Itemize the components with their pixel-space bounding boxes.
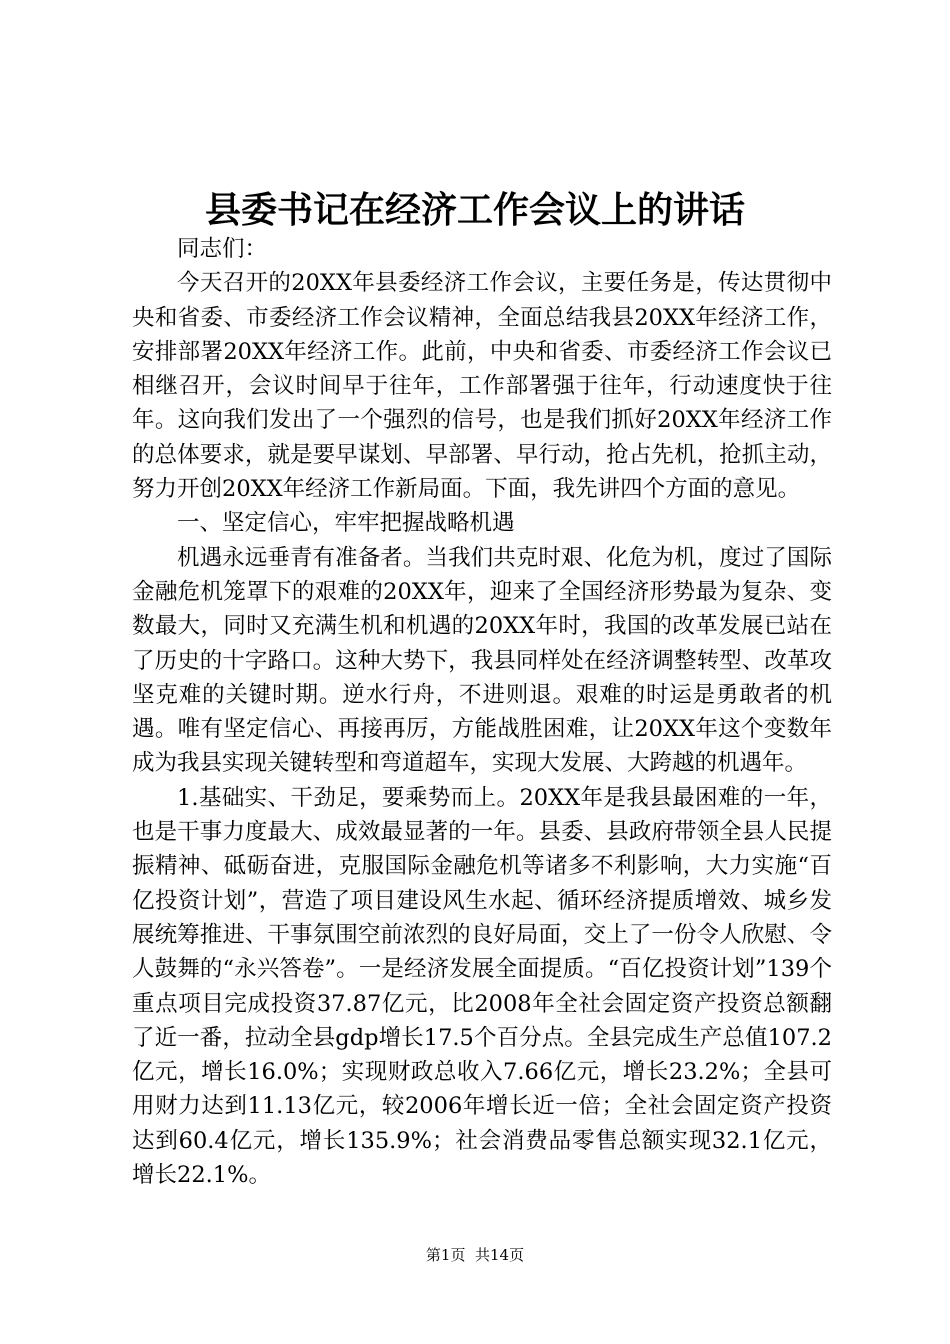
section-heading-1: 一、坚定信心，牢牢把握战略机遇 [177,510,515,537]
document-title: 县委书记在经济工作会议上的讲话 [204,189,745,231]
paragraph-point-1: 1.基础实、干劲足，要乘势而上。20XX年是我县最困难的一年，也是干事力度最大、成效最显著的一年。县委、县政府带领全县人民提振精神、砥砺奋进，克服国际金融危机等诸多不利影响，大力实施“百亿投资计划”，营造了项目建设风生水起、循环经济提质增效、城乡发展统筹推进、干事氛围空前浓烈的良好局面，交上了一份令人欣慰、令人鼓舞的“永兴答卷”。一是经济发展全面提质。“百亿投资计划”139个重点项目完成投资37.87亿元，比2008年全社会固定资产投资总额翻了近一番，拉动全县gdp增长17.5个百分点。全县完成生产总值107.2亿元，增长16.0%；实现财政总收入7.66亿元，增长23.2%；全县可用财力达到11.13亿元，较2006年增长近一倍；全社会固定资产投资达到60.4亿元，增长135.9%；社会消费品零售总额实现32.1亿元，增长22.1%。 [132,784,832,1189]
page-footer: 第1页 共14页 [425,1246,525,1264]
paragraph-opportunity: 机遇永远垂青有准备者。当我们共克时艰、化危为机，度过了国际金融危机笼罩下的艰难的20XX年，迎来了全国经济形势最为复杂、变数最大，同时又充满生机和机遇的20XX年时，我国的改革发展已站在了历史的十字路口。这种大势下，我县同样处在经济调整转型、改革攻坚克难的关键时期。逆水行舟，不进则退。艰难的时运是勇敢者的机遇。唯有坚定信心、再接再厉，方能战胜困难，让20XX年这个变数年成为我县实现关键转型和弯道超车，实现大发展、大跨越的机遇年。 [132,544,832,777]
paragraph-intro: 今天召开的20XX年县委经济工作会议，主要任务是，传达贯彻中央和省委、市委经济工作会议精神，全面总结我县20XX年经济工作，安排部署20XX年经济工作。此前，中央和省委、市委经济工作会议已相继召开，会议时间早于往年，工作部署强于往年，行动速度快于往年。这向我们发出了一个强烈的信号，也是我们抓好20XX年经济工作的总体要求，就是要早谋划、早部署、早行动，抢占先机，抢抓主动，努力开创20XX年经济工作新局面。下面，我先讲四个方面的意见。 [132,270,832,503]
document-body [132,232,832,1192]
paragraph-salutation: 同志们： [177,236,268,262]
